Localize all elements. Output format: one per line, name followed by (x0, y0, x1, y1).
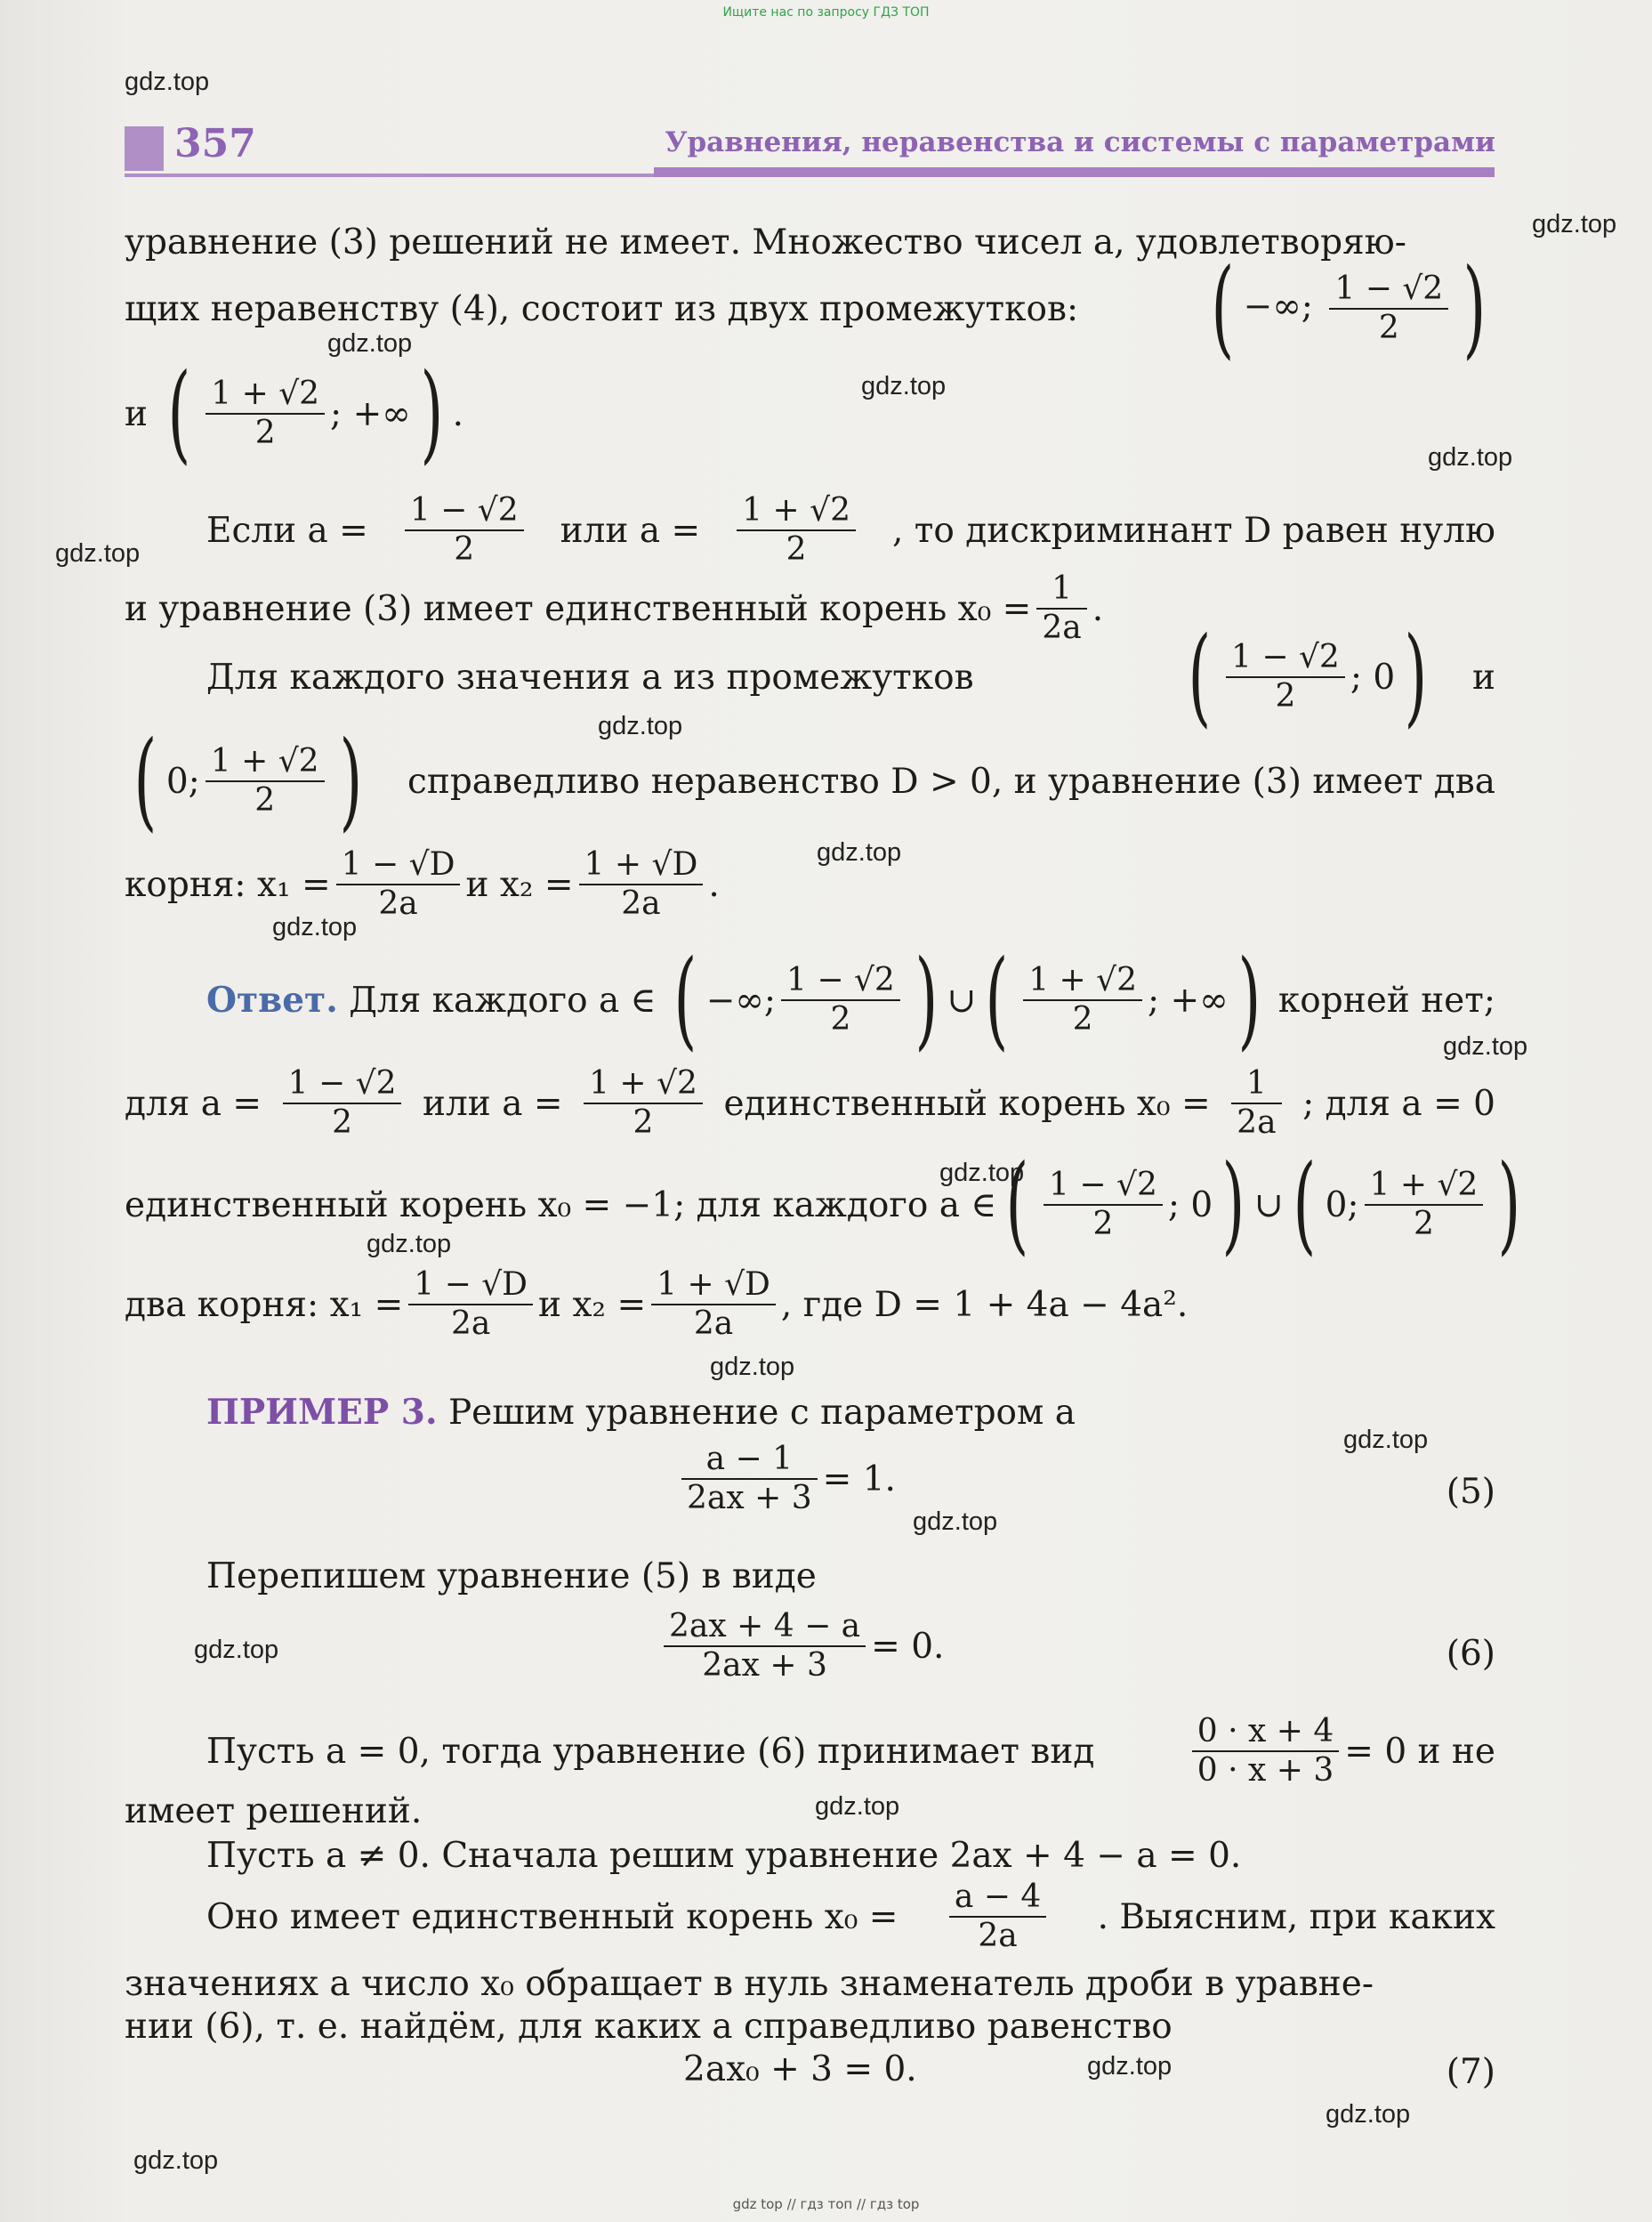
equation-tag: (5) (1446, 1472, 1495, 1512)
equation: 2ax₀ + 3 = 0. (683, 2049, 917, 2089)
fraction-denominator: 2 (1072, 1001, 1093, 1038)
fraction (1044, 1169, 1163, 1240)
fraction (651, 1266, 776, 1342)
text-fragment: Если a = (206, 510, 368, 551)
text-line (125, 246, 1495, 370)
text-fragment: единственный корень x₀ = (723, 1083, 1211, 1124)
union-symbol: ∪ (1254, 1184, 1284, 1225)
text-fragment: и (1472, 657, 1495, 698)
text-fragment: щих неравенству (4), состоит из двух промежутков: (125, 288, 1079, 329)
text-fragment: ; 0 (1350, 657, 1396, 698)
answer-line (125, 1059, 1495, 1148)
fraction-numerator: 1 (1231, 1068, 1281, 1104)
fraction-denominator: 2 (830, 1001, 851, 1038)
interval-expression: ( −∞; $\frac{1 - √2}{2}$ ) ∪ ( $\frac{1 + √2}{2}$ ; +∞ ) (673, 938, 1261, 1062)
text-fragment: для a = (125, 1083, 262, 1124)
interval-expression: ( $\frac{1 - √2}{2}$ ; 0 ) ∪ ( 0; $\frac{1 + √2}{2}$ ) (1005, 1143, 1521, 1266)
watermark: gdz.top (1532, 210, 1617, 238)
fraction-numerator: 1 − √2 (1226, 642, 1345, 678)
fraction (205, 743, 325, 819)
interval-expression: ( $\frac{1 - √2}{2}$ ; 0 ) и (1188, 615, 1495, 739)
fraction-denominator: 2ax + 3 (687, 1480, 812, 1516)
text-line (206, 615, 1495, 739)
text-fragment: Для каждого a ∈ (349, 980, 657, 1021)
header-rule-accent (654, 167, 1495, 177)
fraction-numerator: 1 (1036, 573, 1086, 610)
text-fragment: = 1. (822, 1458, 896, 1499)
fraction (781, 962, 900, 1038)
text-fragment: Пусть a = 0, тогда уравнение (6) принимает вид (206, 1731, 1095, 1772)
fraction-numerator: 1 + √D (579, 849, 704, 885)
fraction (737, 492, 856, 568)
fraction-denominator: 2 (332, 1104, 353, 1141)
fraction (579, 846, 704, 922)
fraction-denominator: 2a (1042, 610, 1082, 646)
text-fragment: Решим уравнение с параметром a (447, 1393, 1076, 1433)
watermark: gdz.top (55, 539, 141, 568)
fraction-numerator: 1 + √2 (205, 378, 325, 415)
text-fragment: −∞; (1243, 287, 1313, 327)
text-line: нии (6), т. е. найдём, для каких a справедливо равенство (125, 2007, 1173, 2047)
text-line: значениях a число x₀ обращает в нуль знаменатель дроби в уравне- (125, 1964, 1374, 2004)
text-fragment: 0; (1325, 1184, 1359, 1225)
fraction-numerator: 1 − √2 (1329, 273, 1448, 310)
answer-label: Ответ. (206, 979, 338, 1021)
fraction-denominator: 2 (786, 531, 807, 568)
equation (676, 1434, 896, 1523)
fraction-numerator: 1 − √2 (781, 965, 900, 1001)
text-fragment: ; +∞ (1148, 980, 1229, 1021)
text-fragment: . (452, 393, 463, 434)
watermark: gdz.top (913, 1507, 998, 1536)
text-fragment: −∞; (705, 980, 777, 1021)
text-fragment: = 0 и не (1344, 1731, 1495, 1772)
top-banner: Ищите нас по запросу ГДЗ ТОП (722, 5, 930, 20)
bottom-banner: gdz top // гдз топ // гдз top (732, 2196, 920, 2212)
watermark: gdz.top (272, 913, 358, 941)
fraction-numerator: 1 + √2 (1023, 965, 1142, 1001)
watermark: gdz.top (817, 838, 902, 867)
text-fragment: ; для a = 0 (1302, 1083, 1495, 1124)
fraction-denominator: 2 (254, 415, 276, 451)
text-line: имеет решений. (125, 1791, 423, 1831)
text-fragment: . Выясним, при каких (1097, 1896, 1495, 1937)
text-fragment: или a = (560, 510, 701, 551)
header-square-mark (125, 126, 164, 171)
watermark: gdz.top (1443, 1032, 1528, 1061)
text-fragment: корней нет; (1277, 980, 1495, 1021)
interval-expression: ( −∞; $\frac{1 - √2}{2}$ ) (1211, 246, 1487, 370)
watermark: gdz.top (1343, 1426, 1429, 1454)
text-fragment: , где D = 1 + 4a − 4a². (780, 1284, 1189, 1325)
watermark: gdz.top (367, 1230, 452, 1258)
equation-tag: (6) (1446, 1634, 1495, 1674)
fraction (681, 1443, 818, 1515)
fraction-numerator: 0 · x + 4 (1192, 1716, 1340, 1752)
text-line (206, 486, 1495, 575)
fraction-numerator: 1 + √D (651, 1269, 776, 1305)
fraction (1192, 1713, 1340, 1789)
text-line (206, 1872, 1495, 1961)
fraction-denominator: 2ax + 3 (702, 1647, 827, 1684)
watermark: gdz.top (861, 372, 947, 400)
fraction-denominator: 0 · x + 3 (1197, 1752, 1334, 1789)
text-fragment: справедливо неравенство D > 0, и уравнение (3) имеет два (407, 761, 1495, 802)
fraction-numerator: 1 − √D (336, 849, 461, 885)
answer-line (125, 1143, 1521, 1266)
watermark: gdz.top (125, 68, 210, 96)
text-fragment: единственный корень x₀ = −1; для каждого a ∈ (125, 1184, 997, 1225)
fraction-denominator: 2 (454, 531, 475, 568)
answer-line (125, 1260, 1188, 1349)
watermark: gdz.top (1326, 2100, 1411, 2129)
union-symbol: ∪ (947, 980, 977, 1021)
fraction-numerator: 1 + √2 (584, 1068, 703, 1104)
equation-inline (1187, 1713, 1495, 1789)
fraction (664, 1608, 866, 1684)
fraction (1365, 1169, 1484, 1240)
text-fragment: ; 0 (1167, 1184, 1213, 1225)
fraction (336, 846, 461, 922)
fraction-numerator: 1 + √2 (737, 495, 856, 531)
watermark: gdz.top (194, 1636, 279, 1664)
text-fragment: Оно имеет единственный корень x₀ = (206, 1896, 899, 1937)
equation (658, 1602, 944, 1691)
fraction (1329, 273, 1448, 344)
fraction (1231, 1065, 1281, 1141)
interval-expression: ( 0; $\frac{1 + √2}{2}$ ) (133, 719, 362, 843)
watermark: gdz.top (1087, 2052, 1173, 2081)
fraction (1226, 639, 1345, 715)
fraction (283, 1065, 402, 1141)
fraction (408, 1266, 533, 1342)
text-line: Пусть a ≠ 0. Сначала решим уравнение 2ax + 4 − a = 0. (206, 1836, 1242, 1876)
fraction (584, 1065, 703, 1141)
text-line: Перепишем уравнение (5) в виде (206, 1556, 817, 1596)
fraction (949, 1881, 1046, 1952)
text-fragment: и x₂ = (538, 1284, 647, 1325)
text-line (125, 840, 720, 929)
fraction-denominator: 2 (1413, 1206, 1434, 1242)
text-fragment: и x₂ = (465, 864, 574, 905)
fraction-denominator: 2 (1378, 310, 1399, 346)
fraction-denominator: 2a (693, 1305, 734, 1342)
watermark: gdz.top (939, 1159, 1025, 1187)
fraction (1023, 962, 1142, 1038)
fraction-numerator: 1 − √D (408, 1269, 533, 1305)
fraction-numerator: a − 1 (681, 1443, 818, 1480)
text-line: и ( $\frac{1 + √2}{2}$ ; +∞ ) . (125, 351, 463, 475)
text-fragment: корня: x₁ = (125, 864, 331, 905)
fraction-numerator: 1 − √2 (405, 495, 524, 531)
fraction-denominator: 2a (621, 885, 661, 922)
fraction-numerator: 1 + √2 (1365, 1169, 1484, 1206)
watermark: gdz.top (1428, 443, 1513, 472)
text-fragment: и (125, 393, 148, 434)
fraction-denominator: 2a (1237, 1104, 1277, 1141)
fraction-numerator: 1 + √2 (205, 746, 325, 782)
fraction-denominator: 2a (450, 1305, 491, 1342)
text-fragment: , то дискриминант D равен нулю (892, 510, 1495, 551)
text-fragment: . (1092, 588, 1104, 629)
watermark: gdz.top (133, 2146, 219, 2175)
fraction-numerator: 1 − √2 (283, 1068, 402, 1104)
text-fragment: 0; (165, 761, 200, 802)
watermark: gdz.top (598, 712, 683, 740)
text-line (206, 1707, 1495, 1796)
text-fragment: = 0. (871, 1626, 945, 1667)
fraction-denominator: 2a (978, 1918, 1018, 1954)
text-fragment: два корня: x₁ = (125, 1284, 404, 1325)
running-title: Уравнения, неравенства и системы с параметрами (665, 126, 1495, 158)
equation-tag: (7) (1446, 2052, 1495, 2092)
fraction (205, 378, 325, 449)
fraction (405, 492, 524, 568)
example-label: ПРИМЕР 3. (206, 1392, 438, 1433)
fraction-denominator: 2 (633, 1104, 654, 1141)
text-fragment: . (708, 864, 720, 905)
fraction-numerator: 1 − √2 (1044, 1169, 1163, 1206)
page-number: 357 (174, 121, 256, 166)
text-fragment: и уравнение (3) имеет единственный корень x₀ = (125, 588, 1032, 629)
text-fragment: или a = (423, 1083, 563, 1124)
watermark: gdz.top (327, 329, 413, 358)
example-heading (206, 1392, 1076, 1433)
fraction-numerator: 2ax + 4 − a (664, 1611, 866, 1647)
watermark: gdz.top (710, 1353, 795, 1381)
fraction-denominator: 2 (1275, 678, 1296, 715)
text-fragment: Для каждого значения a из промежутков (206, 657, 974, 698)
fraction-denominator: 2 (1092, 1206, 1114, 1242)
text-fragment: ; +∞ (330, 393, 411, 434)
fraction-denominator: 2a (378, 885, 418, 922)
fraction-numerator: a − 4 (949, 1881, 1046, 1918)
text-line: уравнение (3) решений не имеет. Множество чисел a, удовлетворяю- (125, 222, 1406, 263)
fraction-denominator: 2 (254, 782, 276, 819)
watermark: gdz.top (815, 1792, 900, 1821)
